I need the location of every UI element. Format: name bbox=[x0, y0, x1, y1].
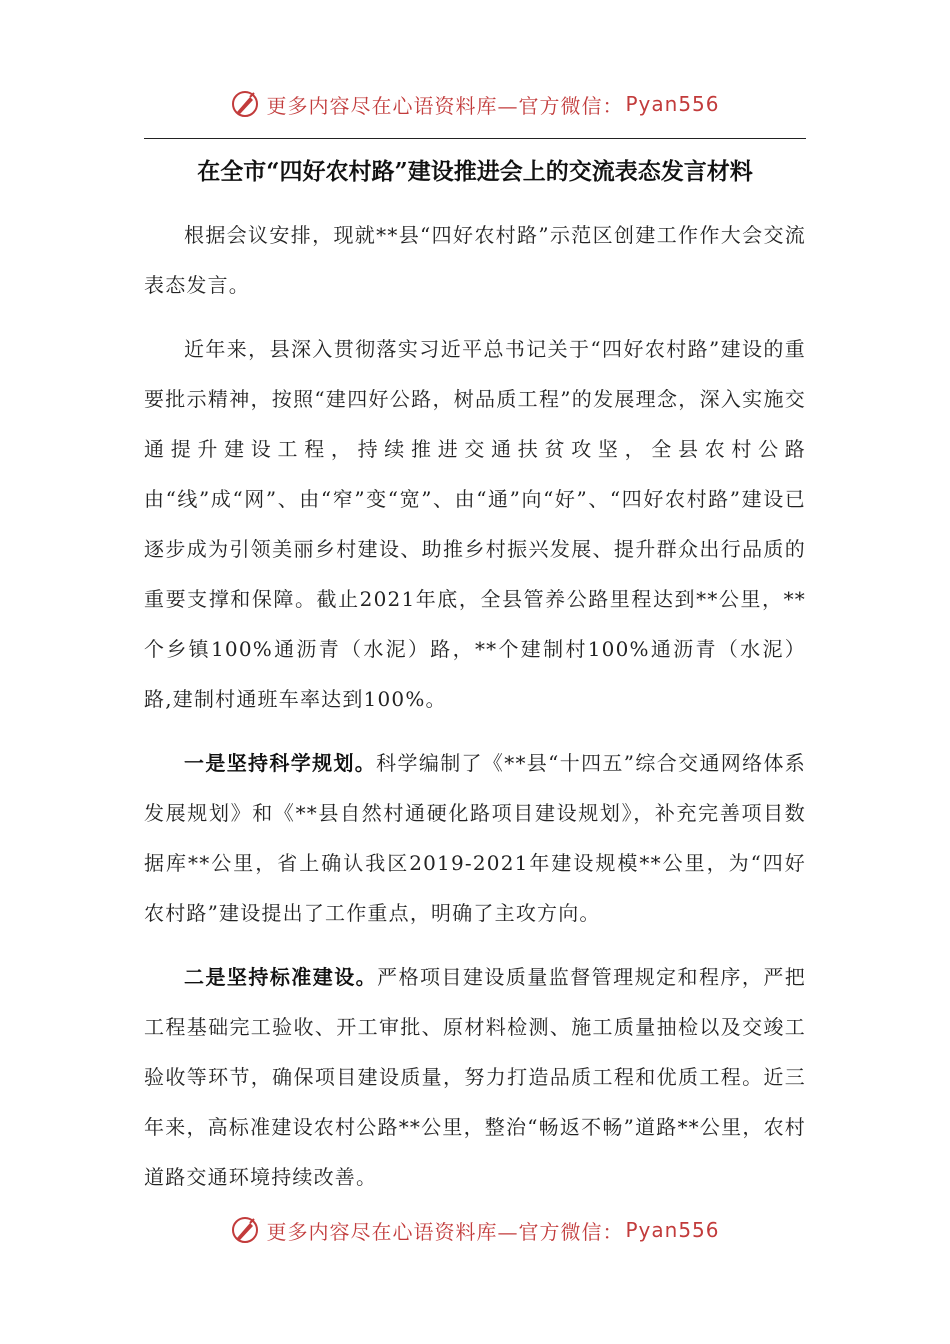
footer-banner-text: 更多内容尽在心语资料库—官方微信： bbox=[266, 1219, 624, 1244]
header-banner bbox=[0, 84, 950, 124]
paragraph bbox=[144, 738, 806, 938]
pen-logo-icon bbox=[230, 89, 260, 119]
paragraph-lead: 二是坚持标准建设。 bbox=[184, 965, 378, 989]
paragraph bbox=[144, 210, 806, 310]
paragraph-text: 根据会议安排，现就**县“四好农村路”示范区创建工作作大会交流表态发言。 bbox=[144, 223, 806, 297]
paragraph-text: 科学编制了《**县“十四五”综合交通网络体系发展规划》和《**县自然村通硬化路项目建设规划》，补充完善项目数据库**公里，省上确认我区2019-2021年建设规模**公里，为“四好农村路”建设提出了工作重点，明确了主攻方向。 bbox=[144, 751, 806, 925]
header-wechat-id: Pyan556 bbox=[625, 92, 720, 116]
document-title: 在全市“四好农村路”建设推进会上的交流表态发言材料 bbox=[197, 158, 753, 185]
header-banner-text: 更多内容尽在心语资料库—官方微信： bbox=[266, 93, 624, 118]
paragraph-text: 严格项目建设质量监督管理规定和程序，严把工程基础完工验收、开工审批、原材料检测、施工质量抽检以及交竣工验收等环节，确保项目建设质量，努力打造品质工程和优质工程。近三年来，高标准建设农村公路**公里，整治“畅返不畅”道路**公里，农村道路交通环境持续改善。 bbox=[144, 965, 807, 1189]
footer-wechat-id: Pyan556 bbox=[625, 1218, 720, 1242]
header-divider bbox=[144, 138, 806, 139]
paragraph-text: 近年来，县深入贯彻落实习近平总书记关于“四好农村路”建设的重要批示精神，按照“建四好公路，树品质工程”的发展理念，深入实施交通提升建设工程，持续推进交通扶贫攻坚，全县农村公路由“线”成“网”、由“窄”变“宽”、由“通”向“好”、“四好农村路”建设已逐步成为引领美丽乡村建设、助推乡村振兴发展、提升群众出行品质的重要支撑和保障。截止2021年底，全县管养公路里程达到**公里，**个乡镇100%通沥青（水泥）路，**个建制村100%通沥青（水泥）路,建制村通班车率达到100%。 bbox=[144, 337, 806, 711]
paragraph bbox=[144, 952, 806, 1202]
paragraph-lead: 一是坚持科学规划。 bbox=[184, 751, 377, 775]
pen-logo-icon bbox=[230, 1215, 260, 1245]
document-body bbox=[144, 210, 806, 1216]
footer-banner bbox=[0, 1210, 950, 1250]
paragraph bbox=[144, 324, 806, 724]
